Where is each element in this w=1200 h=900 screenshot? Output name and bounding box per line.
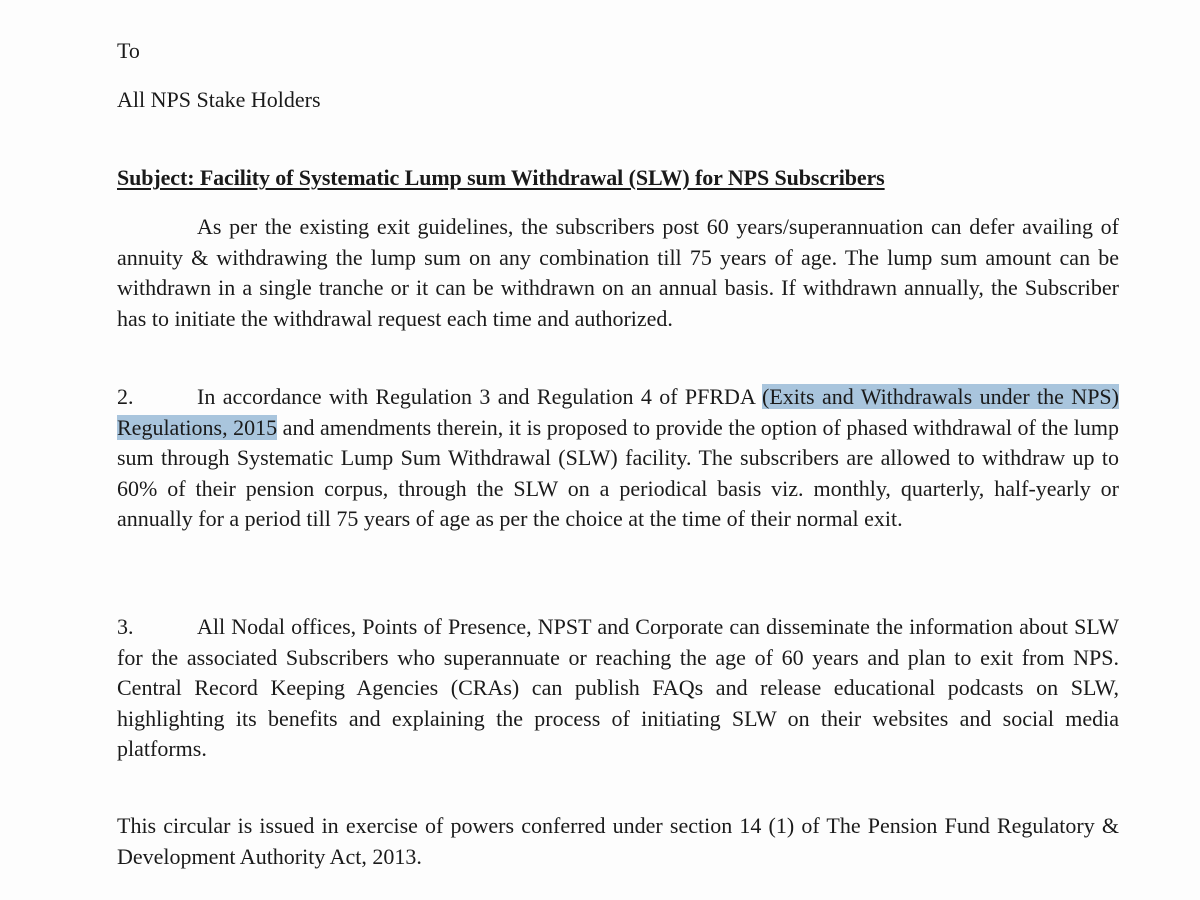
paragraph-number: 2. [117, 384, 134, 409]
paragraph-3-text: All Nodal offices, Points of Presence, NPST and Corporate can disseminate the information about SLW for the associated Subscribers who superannuate or reaching the age of 60 years and plan to exit from NPS. Central Record Keeping Agencies (CRAs) can publish FAQs and release educational podcasts on SLW, highlighting its benefits and explaining the process of initiating SLW on their websites and social media platforms. [117, 614, 1119, 761]
paragraph-1 [117, 212, 1119, 334]
paragraph-number: 3. [117, 614, 134, 639]
closing-paragraph: This circular is issued in exercise of powers conferred under section 14 (1) of The Pension Fund Regulatory & Development Authority Act, 2013. [117, 813, 1119, 869]
to-label: To [117, 38, 140, 63]
paragraph-2 [117, 382, 1119, 535]
selected-text-highlight[interactable]: (Exits and Withdrawals under the NPS) Regulations, 2015 [117, 384, 1119, 440]
paragraph-2-text-after: and amendments therein, it is proposed to provide the option of phased withdrawal of the lump sum through Systematic Lump Sum Withdrawal (SLW) facility. The subscribers are allowed to withdraw up to 60% of their pension corpus, through the SLW on a periodical basis viz. monthly, quarterly, half-yearly or annually for a period till 75 years of age as per the choice at the time of their normal exit. [117, 414, 1119, 531]
paragraph-1-text: As per the existing exit guidelines, the subscribers post 60 years/superannuation can defer availing of annuity & withdrawing the lump sum on any combination till 75 years of age. The lump sum amount can be withdrawn in a single tranche or it can be withdrawn on an annual basis. If withdrawn annually, the Subscriber has to initiate the withdrawal request each time and authorized. [117, 214, 1119, 331]
paragraph-3 [117, 612, 1119, 765]
subject-heading: Subject: Facility of Systematic Lump sum Withdrawal (SLW) for NPS Subscribers [117, 165, 885, 190]
addressee: All NPS Stake Holders [117, 87, 321, 112]
paragraph-2-text-before: In accordance with Regulation 3 and Regulation 4 of PFRDA [197, 384, 763, 409]
